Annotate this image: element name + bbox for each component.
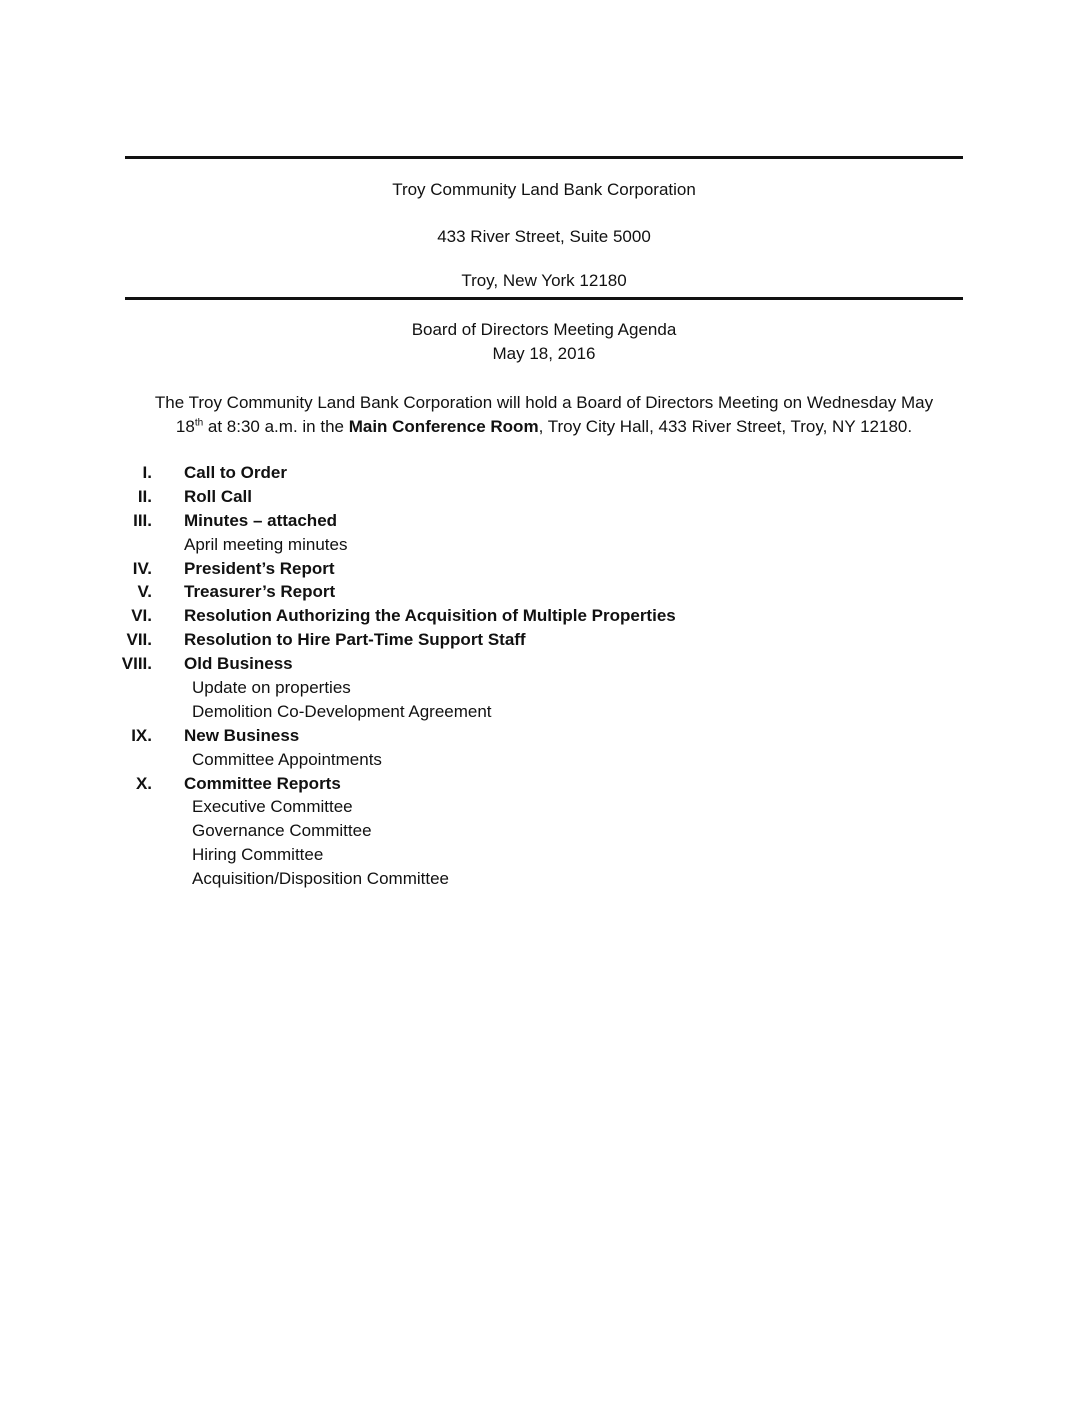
agenda-item-title: Minutes – attached [184,510,338,530]
agenda-subitem-row [0,748,1088,772]
agenda-title: Board of Directors Meeting Agenda [411,320,677,339]
agenda-item [0,724,1088,748]
agenda-subitem-row [0,795,1088,819]
agenda-item-title: Call to Order [184,463,287,482]
top-divider [125,156,963,159]
agenda-item-title: Resolution to Hire Part-Time Support Staff [184,630,526,650]
agenda-item-numeral: IV. [132,558,152,578]
agenda-subitem: Acquisition/Disposition Committee [192,869,449,889]
notice-room: Main Conference Room [348,417,539,436]
agenda-subitem-row [0,676,1088,700]
agenda-item-numeral: III. [133,510,152,530]
agenda-item-numeral: VII. [126,630,152,650]
agenda-item [0,557,1088,581]
agenda-subitem-row [0,819,1088,843]
agenda-item-title: New Business [184,725,300,745]
agenda-subitem: Governance Committee [192,821,372,841]
agenda-item [0,628,1088,652]
bottom-divider [125,297,963,300]
agenda-item-title: President’s Report [184,558,335,578]
agenda-subitem: Demolition Co-Development Agreement [192,701,492,721]
agenda-item-numeral: IX. [131,725,152,745]
notice-day-suffix: th [194,417,204,429]
agenda-item [0,461,1088,485]
meeting-notice [110,391,978,439]
agenda-item-title: Roll Call [184,486,253,506]
agenda-subitem: Executive Committee [192,797,353,817]
agenda-item-numeral: VIII. [121,654,152,674]
agenda-item-numeral: X. [135,773,152,793]
agenda-subitem: Update on properties [192,678,351,698]
agenda-item [0,580,1088,604]
organization-name: Troy Community Land Bank Corporation [392,180,696,199]
agenda-item [0,485,1088,509]
agenda-item-title: Treasurer’s Report [184,582,336,602]
agenda-item-numeral: VI. [131,606,152,626]
agenda-date: May 18, 2016 [492,344,596,363]
notice-line-2 [110,415,978,439]
notice-location-text: , Troy City Hall, 433 River Street, Troy, NY 12180. [538,417,913,436]
agenda-subitem: Hiring Committee [192,845,324,865]
agenda-subitem: April meeting minutes [184,534,348,554]
agenda-item-numeral: V. [137,582,152,602]
agenda-item [0,509,1088,533]
notice-time-text: at 8:30 a.m. in the [203,417,349,436]
agenda-item-title: Resolution Authorizing the Acquisition of Multiple Properties [184,606,676,626]
agenda-item-title: Old Business [184,654,293,674]
notice-day: 18 [175,417,195,436]
agenda-subitem-row [0,843,1088,867]
agenda-item-numeral: II. [137,486,152,506]
agenda-subitem: Committee Appointments [192,749,382,769]
agenda-item [0,604,1088,628]
notice-line-1: The Troy Community Land Bank Corporation will hold a Board of Directors Meeting on Wednesday May [154,393,934,412]
agenda-item-title: Committee Reports [184,773,341,793]
agenda-item [0,772,1088,796]
agenda-item-numeral: I. [142,463,152,482]
agenda-list [0,461,1088,891]
organization-address: 433 River Street, Suite 5000 [437,227,651,246]
organization-city: Troy, New York 12180 [461,271,627,290]
agenda-subitem-row [0,700,1088,724]
agenda-subitem-row [0,867,1088,891]
agenda-subitem-row [0,533,1088,557]
agenda-item [0,652,1088,676]
